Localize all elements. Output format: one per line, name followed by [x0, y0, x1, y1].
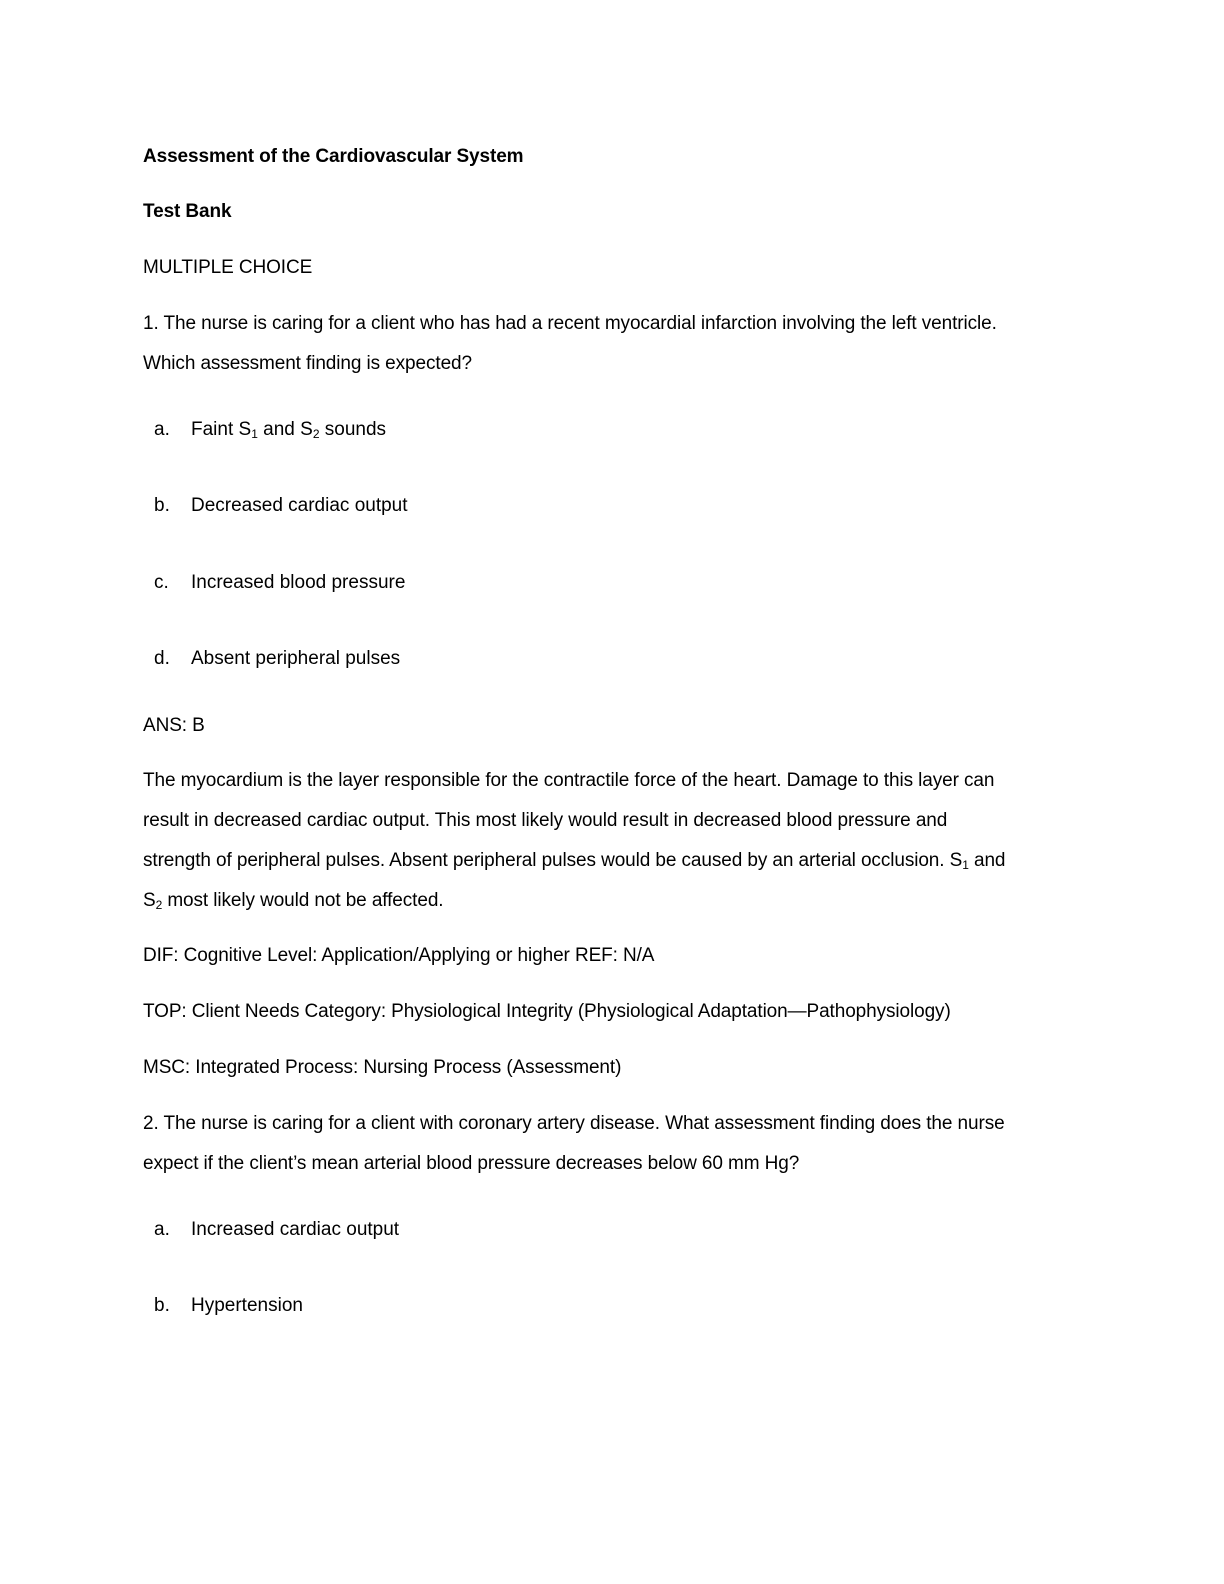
q2-option-b-text: Hypertension	[191, 1295, 303, 1316]
question-2-stem-line-1: 2. The nurse is caring for a client with coronary artery disease. What assessment finding does the nurse	[143, 1113, 1005, 1134]
q1-rationale-line-2: result in decreased cardiac output. This most likely would result in decreased blood pressure and	[143, 810, 948, 831]
question-1-stem-line-1: 1. The nurse is caring for a client who has had a recent myocardial infarction involving the left ventricle.	[143, 313, 997, 334]
q1-option-a-letter: a.	[154, 419, 170, 440]
q1-rationale-line-3: strength of peripheral pulses. Absent peripheral pulses would be caused by an arterial occlusion. $S_1$ and	[143, 850, 1006, 872]
q1-option-b-letter: b.	[154, 495, 170, 516]
q1-option-c-text: Increased blood pressure	[191, 572, 406, 593]
q1-rationale-line-1: The myocardium is the layer responsible for the contractile force of the heart. Damage to this layer can	[143, 770, 995, 791]
q2-option-a-text: Increased cardiac output	[191, 1219, 400, 1240]
q1-dif: DIF: Cognitive Level: Application/Applying or higher REF: N/A	[143, 945, 655, 966]
q1-answer: ANS: B	[143, 715, 205, 736]
q1-option-b-text: Decreased cardiac output	[191, 495, 408, 516]
question-2-stem-line-2: expect if the client’s mean arterial blood pressure decreases below 60 mm Hg?	[143, 1153, 800, 1174]
q2-option-b-letter: b.	[154, 1295, 170, 1316]
section-heading: MULTIPLE CHOICE	[143, 257, 313, 278]
document-title: Assessment of the Cardiovascular System	[143, 146, 524, 167]
q1-option-a-text: Faint $S_1$ and $S_2$ sounds	[191, 419, 387, 441]
q1-option-d-text: Absent peripheral pulses	[191, 648, 401, 669]
q1-option-c-letter: c.	[154, 572, 169, 593]
document-subtitle: Test Bank	[143, 201, 232, 222]
q1-msc: MSC: Integrated Process: Nursing Process (Assessment)	[143, 1057, 622, 1078]
q1-top: TOP: Client Needs Category: Physiological Integrity (Physiological Adaptation—Pathophysiology)	[143, 1001, 951, 1022]
q1-option-d-letter: d.	[154, 648, 170, 669]
question-1-stem-line-2: Which assessment finding is expected?	[143, 353, 472, 374]
q1-rationale-line-4: $S_2$ most likely would not be affected.	[143, 890, 444, 912]
q2-option-a-letter: a.	[154, 1219, 170, 1240]
